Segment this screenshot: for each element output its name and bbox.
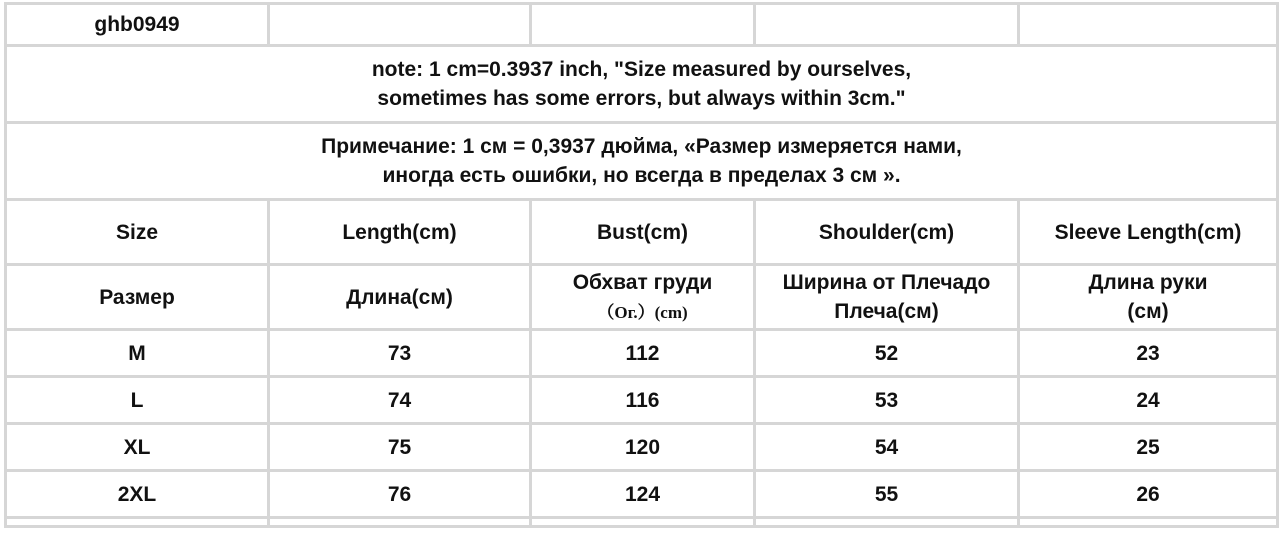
note-ru xyxy=(6,123,1278,200)
bust-cell: 112 xyxy=(531,330,755,377)
size-chart-table xyxy=(4,2,1279,528)
header-ru-size: Размер xyxy=(6,265,269,330)
header-ru-sleeve xyxy=(1019,265,1278,330)
header-size: Size xyxy=(6,200,269,265)
empty-cell xyxy=(269,4,531,46)
note-ru-line2: иногда есть ошибки, но всегда в пределах 3 см ». xyxy=(382,164,901,187)
empty-cell xyxy=(531,518,755,527)
empty-cell xyxy=(755,4,1019,46)
header-ru-shoulder xyxy=(755,265,1019,330)
empty-cell xyxy=(755,518,1019,527)
table-row-m xyxy=(6,330,1278,377)
empty-cell xyxy=(531,4,755,46)
empty-cell xyxy=(1019,518,1278,527)
bust-cell: 124 xyxy=(531,471,755,518)
header-ru-bust-og: （Ог.） xyxy=(597,302,655,322)
length-cell: 75 xyxy=(269,424,531,471)
shoulder-cell: 55 xyxy=(755,471,1019,518)
note-ru-row xyxy=(6,123,1278,200)
header-ru-sleeve-line2: (см) xyxy=(1127,300,1169,323)
empty-cell xyxy=(6,518,269,527)
sleeve-cell: 23 xyxy=(1019,330,1278,377)
header-ru-sleeve-line1: Длина руки xyxy=(1088,271,1208,294)
size-cell: L xyxy=(6,377,269,424)
product-code: ghb0949 xyxy=(6,4,269,46)
length-cell: 74 xyxy=(269,377,531,424)
length-cell: 76 xyxy=(269,471,531,518)
header-ru-shoulder-line1: Ширина от Плечадо xyxy=(782,271,991,294)
note-en-line2: sometimes has some errors, but always within 3cm." xyxy=(377,87,906,110)
shoulder-cell: 52 xyxy=(755,330,1019,377)
bust-cell: 116 xyxy=(531,377,755,424)
empty-cell xyxy=(269,518,531,527)
note-ru-line1: Примечание: 1 см = 0,3937 дюйма, «Размер измеряется нами, xyxy=(321,135,962,158)
note-en-row xyxy=(6,46,1278,123)
table-tail-row xyxy=(6,518,1278,527)
header-ru-row xyxy=(6,265,1278,330)
header-bust: Bust(cm) xyxy=(531,200,755,265)
header-length: Length(cm) xyxy=(269,200,531,265)
header-ru-length: Длина(см) xyxy=(269,265,531,330)
size-cell: 2XL xyxy=(6,471,269,518)
note-en xyxy=(6,46,1278,123)
header-ru-shoulder-line2: Плеча(см) xyxy=(834,300,939,323)
size-cell: M xyxy=(6,330,269,377)
table-row-l xyxy=(6,377,1278,424)
length-cell: 73 xyxy=(269,330,531,377)
header-ru-bust xyxy=(531,265,755,330)
note-en-line1: note: 1 cm=0.3937 inch, "Size measured by ourselves, xyxy=(371,58,912,81)
header-shoulder: Shoulder(cm) xyxy=(755,200,1019,265)
header-ru-bust-line2 xyxy=(532,297,753,327)
sleeve-cell: 26 xyxy=(1019,471,1278,518)
size-cell: XL xyxy=(6,424,269,471)
shoulder-cell: 54 xyxy=(755,424,1019,471)
header-en-row xyxy=(6,200,1278,265)
header-ru-bust-line1: Обхват груди xyxy=(572,270,713,294)
header-ru-bust-unit: (cm) xyxy=(654,302,688,322)
header-sleeve-length: Sleeve Length(cm) xyxy=(1019,200,1278,265)
table-row-2xl xyxy=(6,471,1278,518)
shoulder-cell: 53 xyxy=(755,377,1019,424)
bust-cell: 120 xyxy=(531,424,755,471)
sleeve-cell: 24 xyxy=(1019,377,1278,424)
empty-cell xyxy=(1019,4,1278,46)
product-code-row xyxy=(6,4,1278,46)
sleeve-cell: 25 xyxy=(1019,424,1278,471)
table-row-xl xyxy=(6,424,1278,471)
